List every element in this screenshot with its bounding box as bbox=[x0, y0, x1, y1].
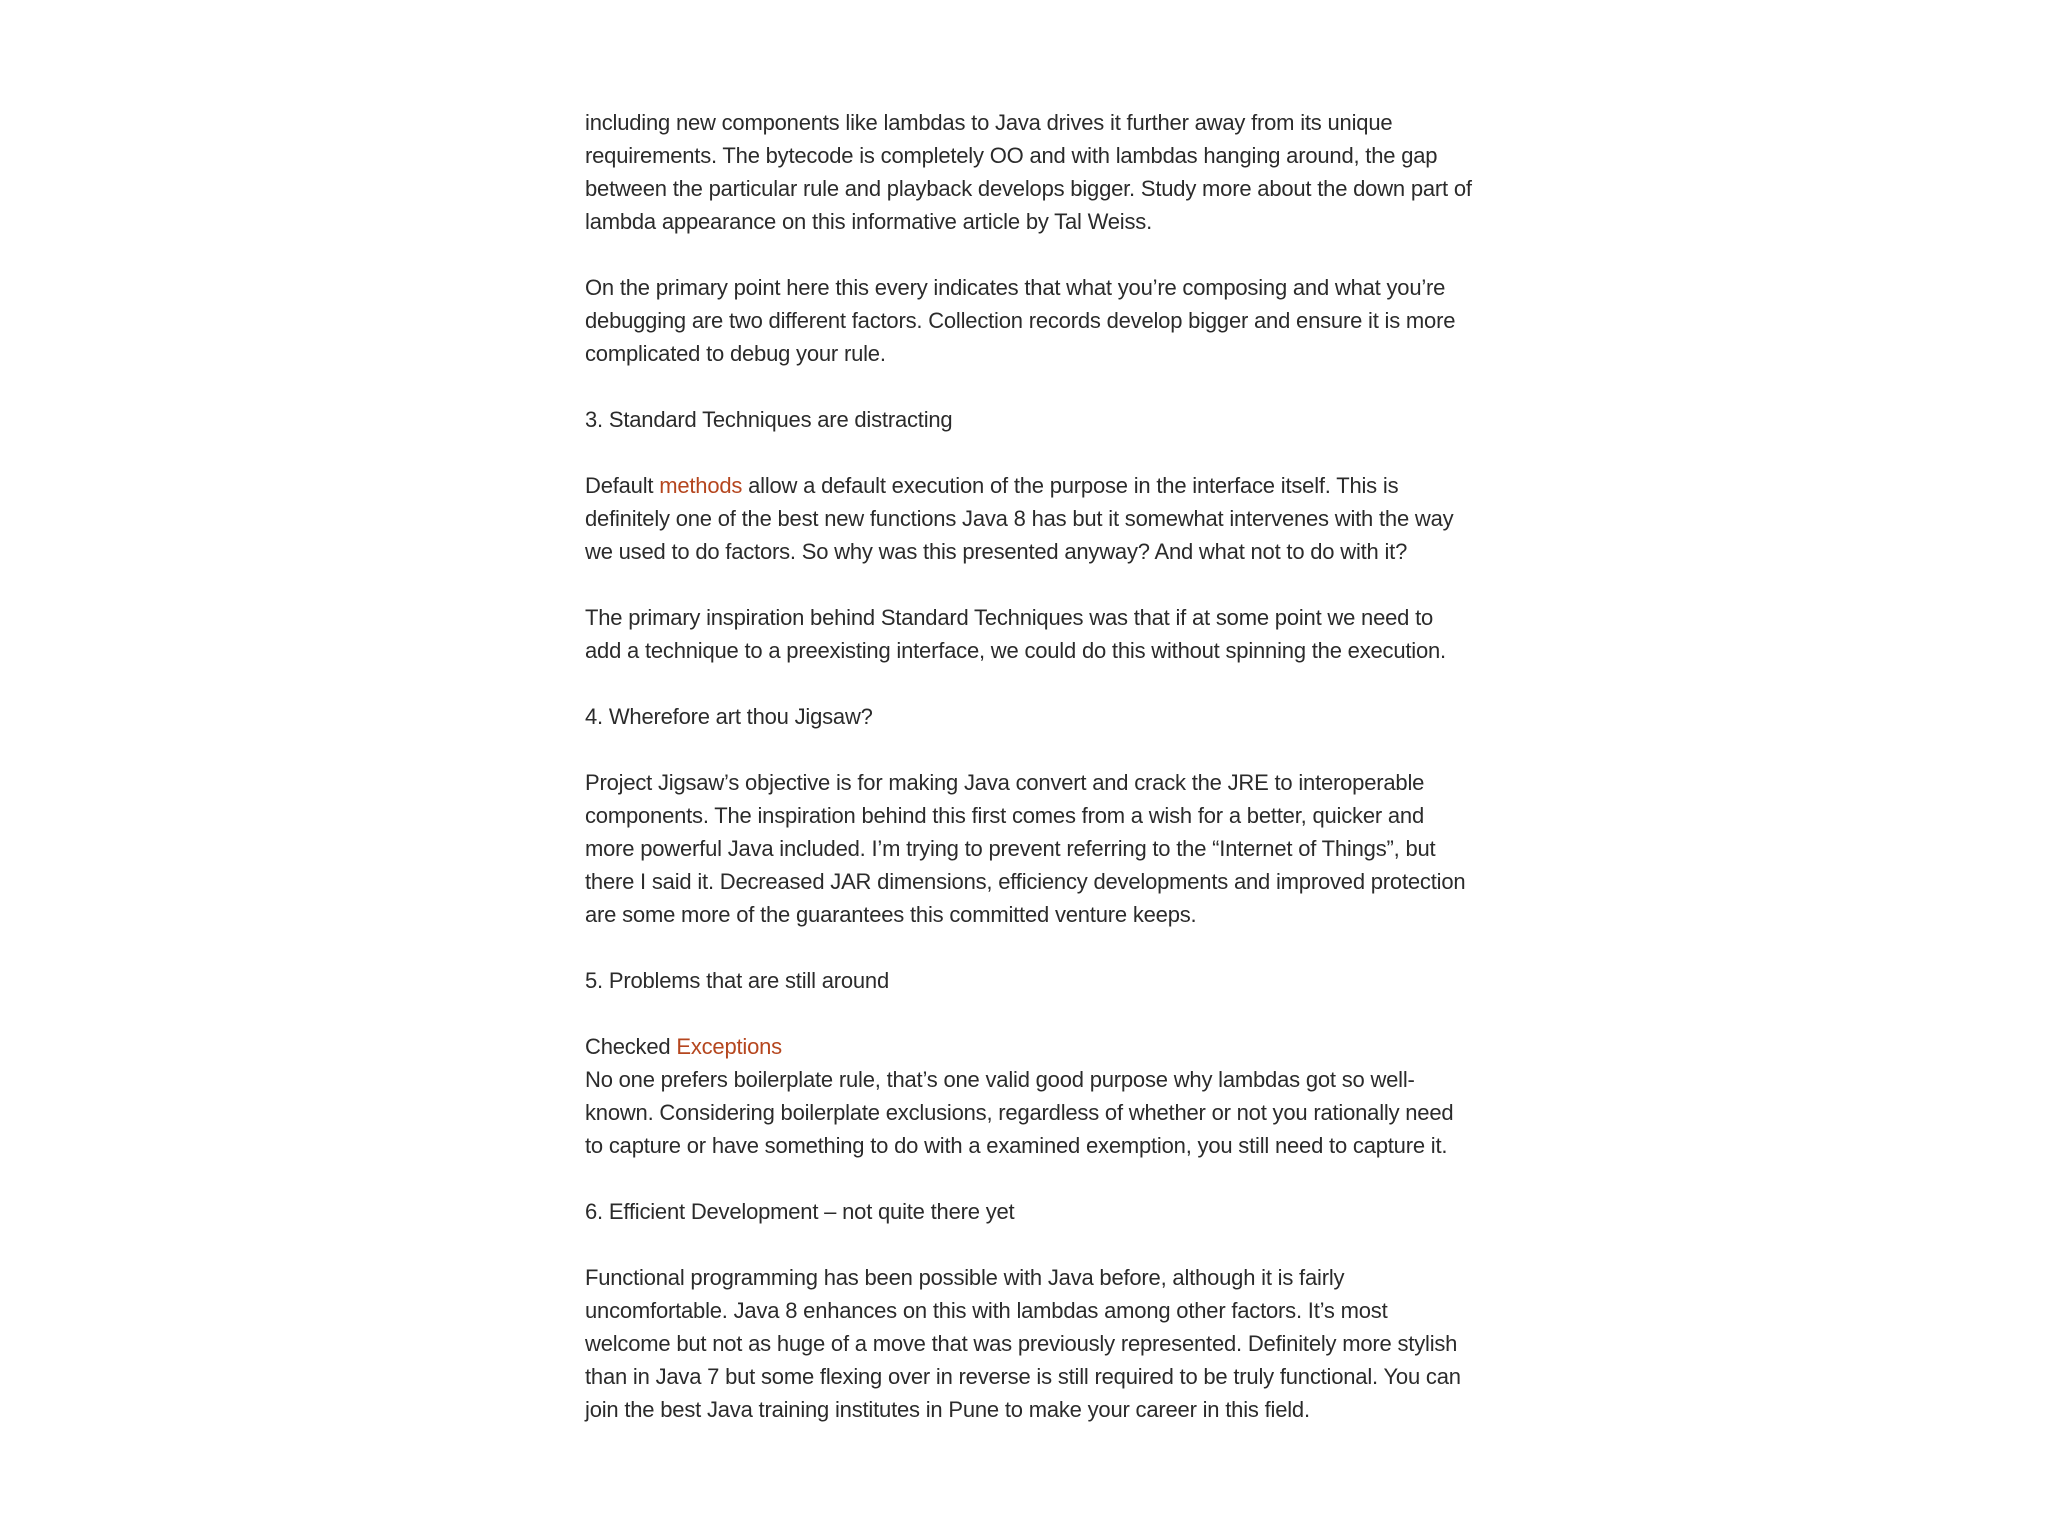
paragraph-debugging: On the primary point here this every indicates that what you’re composing and what you’re debugging are two different factors. Collection records develop bigger and ensure it is more complicated to debug your rule. bbox=[585, 275, 1456, 366]
paragraph-default-methods bbox=[585, 469, 1475, 568]
section-heading-problems: 5. Problems that are still around bbox=[585, 968, 889, 993]
methods-link[interactable]: methods bbox=[659, 473, 743, 498]
paragraph-project-jigsaw: Project Jigsaw’s objective is for making Java convert and crack the JRE to interoperable components. The inspiration behind this first comes from a wish for a better, quicker and more powerful Java included. I’m trying to prevent referring to the “Internet of Things”, but there I said it. Decreased JAR dimensions, efficiency developments and improved protection are some more of the guarantees this committed venture keeps. bbox=[585, 770, 1466, 927]
paragraph-boilerplate: No one prefers boilerplate rule, that’s one valid good purpose why lambdas got so well-known. Considering boilerplate exclusions, regardless of whether or not you rationally need to capture or have something to do with a examined exemption, you still need to capture it. bbox=[585, 1067, 1454, 1158]
article-body bbox=[585, 106, 1475, 1459]
exceptions-link[interactable]: Exceptions bbox=[676, 1034, 782, 1059]
section-heading-efficient-development: 6. Efficient Development – not quite there yet bbox=[585, 1199, 1015, 1224]
section-heading-jigsaw: 4. Wherefore art thou Jigsaw? bbox=[585, 704, 873, 729]
paragraph-standard-techniques-inspiration: The primary inspiration behind Standard Techniques was that if at some point we need to add a technique to a preexisting interface, we could do this without spinning the execution. bbox=[585, 605, 1446, 663]
section-heading-standard-techniques: 3. Standard Techniques are distracting bbox=[585, 407, 953, 432]
checked-text: Checked bbox=[585, 1034, 677, 1059]
paragraph-lambdas-intro: including new components like lambdas to Java drives it further away from its unique requirements. The bytecode is completely OO and with lambdas hanging around, the gap between the particular rule and playback develops bigger. Study more about the down part of lambda appearance on this informative article by Tal Weiss. bbox=[585, 110, 1472, 234]
default-methods-text-after: allow a default execution of the purpose in the interface itself. This is definitely one of the best new functions Java 8 has but it somewhat intervenes with the way we used to do factors. So why was this presented anyway? And what not to do with it? bbox=[585, 473, 1454, 564]
default-methods-text-before: Default bbox=[585, 473, 660, 498]
checked-exceptions-line bbox=[585, 1030, 1475, 1063]
paragraph-functional-programming: Functional programming has been possible with Java before, although it is fairly uncomfortable. Java 8 enhances on this with lambdas among other factors. It’s most welcome but not as huge of a move that was previously represented. Definitely more stylish than in Java 7 but some flexing over in reverse is still required to be truly functional. You can join the best Java training institutes in Pune to make your career in this field. bbox=[585, 1265, 1461, 1422]
